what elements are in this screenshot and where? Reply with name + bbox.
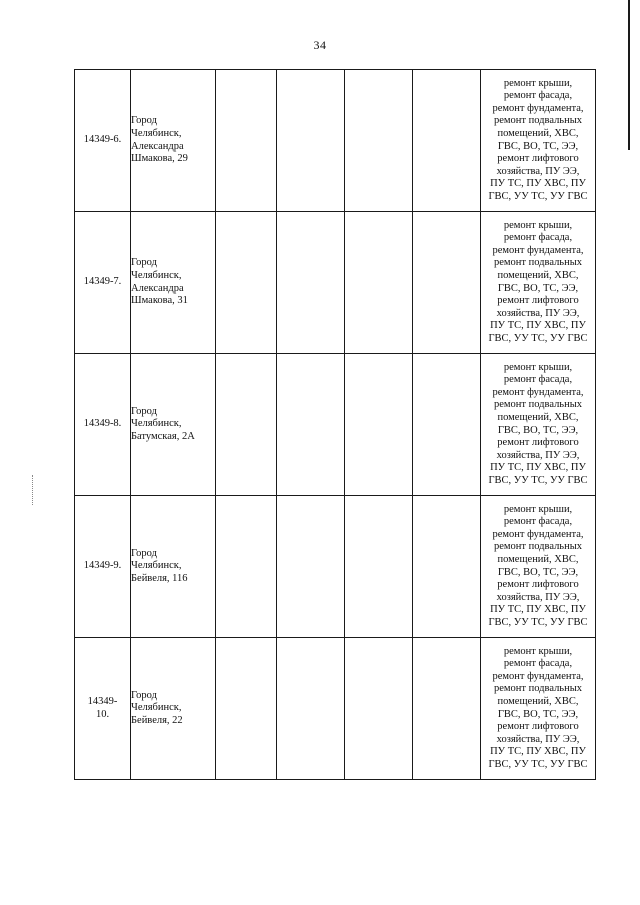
page-number: 34 — [313, 38, 327, 52]
address-cell — [131, 212, 216, 354]
work-line: хозяйства, ПУ ЭЭ, — [496, 165, 580, 177]
work-line: помещений, ХВС, — [497, 127, 579, 139]
work-line: ремонт фундамента, — [492, 244, 584, 256]
work-line: хозяйства, ПУ ЭЭ, — [496, 733, 580, 745]
work-line: ГВС, ВО, ТС, ЭЭ, — [497, 424, 579, 436]
work-line: ПУ ТС, ПУ ХВС, ПУ — [490, 746, 586, 758]
work-line: ремонт крыши, — [503, 361, 573, 373]
row-id-text: 14349-7. — [83, 276, 122, 288]
work-line: ПУ ТС, ПУ ХВС, ПУ — [490, 604, 586, 616]
row-id-cell — [75, 70, 131, 212]
work-line: ПУ ТС, ПУ ХВС, ПУ — [490, 178, 586, 190]
table-row — [75, 354, 596, 496]
work-line: ГВС, УУ ТС, УУ ГВС — [488, 332, 588, 344]
address-cell — [131, 638, 216, 780]
empty-cell — [216, 496, 277, 638]
address-cell — [131, 354, 216, 496]
row-id-text: 14349-9. — [83, 560, 122, 572]
address-line: Челябинск, — [131, 269, 182, 281]
work-types-cell — [481, 354, 596, 496]
work-line: ремонт крыши, — [503, 77, 573, 89]
work-line: ремонт подвальных — [493, 683, 583, 695]
address-line: Бейвеля, 22 — [131, 714, 183, 726]
row-id-text: 14349- — [87, 695, 118, 707]
work-line: ГВС, УУ ТС, УУ ГВС — [488, 616, 588, 628]
empty-cell — [216, 638, 277, 780]
empty-cell — [413, 496, 481, 638]
address-line: Александра — [131, 140, 184, 152]
work-line: ГВС, УУ ТС, УУ ГВС — [488, 190, 588, 202]
scan-margin-mark — [32, 475, 34, 505]
work-line: ремонт фундамента, — [492, 528, 584, 540]
row-id-text: 14349-8. — [83, 418, 122, 430]
address-line: Челябинск, — [131, 560, 182, 572]
work-line: ремонт фасада, — [503, 658, 573, 670]
empty-cell — [345, 638, 413, 780]
work-line: помещений, ХВС, — [497, 695, 579, 707]
work-line: ПУ ТС, ПУ ХВС, ПУ — [490, 462, 586, 474]
table-row — [75, 496, 596, 638]
empty-cell — [277, 70, 345, 212]
work-line: ГВС, ВО, ТС, ЭЭ, — [497, 566, 579, 578]
work-line: ремонт подвальных — [493, 399, 583, 411]
row-id-cell — [75, 212, 131, 354]
work-line: ремонт лифтового — [497, 437, 579, 449]
work-line: ремонт лифтового — [497, 721, 579, 733]
work-line: ремонт подвальных — [493, 115, 583, 127]
table-row — [75, 212, 596, 354]
address-line: Город — [131, 257, 157, 269]
empty-cell — [277, 496, 345, 638]
address-line: Город — [131, 547, 157, 559]
work-line: ГВС, УУ ТС, УУ ГВС — [488, 474, 588, 486]
row-id-cell — [75, 496, 131, 638]
work-types-cell — [481, 70, 596, 212]
row-id-text: 10. — [95, 708, 110, 720]
row-id-cell — [75, 638, 131, 780]
table-row — [75, 70, 596, 212]
work-line: ремонт лифтового — [497, 295, 579, 307]
work-line: ремонт подвальных — [493, 541, 583, 553]
work-line: хозяйства, ПУ ЭЭ, — [496, 449, 580, 461]
address-line: Шмакова, 31 — [131, 295, 188, 307]
work-line: помещений, ХВС, — [497, 553, 579, 565]
work-line: ремонт фасада, — [503, 374, 573, 386]
empty-cell — [345, 212, 413, 354]
work-line: помещений, ХВС, — [497, 269, 579, 281]
work-line: ГВС, ВО, ТС, ЭЭ, — [497, 282, 579, 294]
empty-cell — [277, 212, 345, 354]
work-line: ремонт фасада, — [503, 232, 573, 244]
empty-cell — [277, 354, 345, 496]
scan-edge-line — [628, 0, 630, 150]
work-line: хозяйства, ПУ ЭЭ, — [496, 307, 580, 319]
address-line: Батумская, 2А — [131, 430, 195, 442]
work-types-cell — [481, 638, 596, 780]
address-line: Город — [131, 689, 157, 701]
empty-cell — [216, 354, 277, 496]
empty-cell — [345, 70, 413, 212]
work-line: ремонт фундамента, — [492, 670, 584, 682]
row-id-text: 14349-6. — [83, 134, 122, 146]
work-line: ГВС, ВО, ТС, ЭЭ, — [497, 708, 579, 720]
empty-cell — [345, 354, 413, 496]
empty-cell — [413, 354, 481, 496]
empty-cell — [413, 638, 481, 780]
empty-cell — [413, 212, 481, 354]
work-line: ремонт крыши, — [503, 503, 573, 515]
table-row — [75, 638, 596, 780]
address-line: Челябинск, — [131, 127, 182, 139]
work-line: ремонт фундамента, — [492, 102, 584, 114]
work-line: ремонт крыши, — [503, 219, 573, 231]
work-line: ремонт лифтового — [497, 579, 579, 591]
address-line: Челябинск, — [131, 702, 182, 714]
empty-cell — [277, 638, 345, 780]
work-line: ГВС, ВО, ТС, ЭЭ, — [497, 140, 579, 152]
empty-cell — [216, 70, 277, 212]
row-id-cell — [75, 354, 131, 496]
empty-cell — [413, 70, 481, 212]
address-line: Бейвеля, 116 — [131, 572, 188, 584]
address-cell — [131, 70, 216, 212]
work-line: ремонт фасада, — [503, 90, 573, 102]
work-line: ГВС, УУ ТС, УУ ГВС — [488, 758, 588, 770]
empty-cell — [216, 212, 277, 354]
address-line: Александра — [131, 282, 184, 294]
work-types-cell — [481, 496, 596, 638]
work-types-cell — [481, 212, 596, 354]
work-line: хозяйства, ПУ ЭЭ, — [496, 591, 580, 603]
address-line: Шмакова, 29 — [131, 153, 188, 165]
work-line: помещений, ХВС, — [497, 411, 579, 423]
address-cell — [131, 496, 216, 638]
work-line: ремонт фундамента, — [492, 386, 584, 398]
address-line: Челябинск, — [131, 418, 182, 430]
address-line: Город — [131, 405, 157, 417]
work-line: ремонт подвальных — [493, 257, 583, 269]
registry-body — [75, 70, 596, 780]
work-line: ПУ ТС, ПУ ХВС, ПУ — [490, 320, 586, 332]
registry-table — [74, 69, 596, 780]
work-line: ремонт крыши, — [503, 645, 573, 657]
work-line: ремонт фасада, — [503, 516, 573, 528]
address-line: Город — [131, 115, 157, 127]
work-line: ремонт лифтового — [497, 153, 579, 165]
empty-cell — [345, 496, 413, 638]
